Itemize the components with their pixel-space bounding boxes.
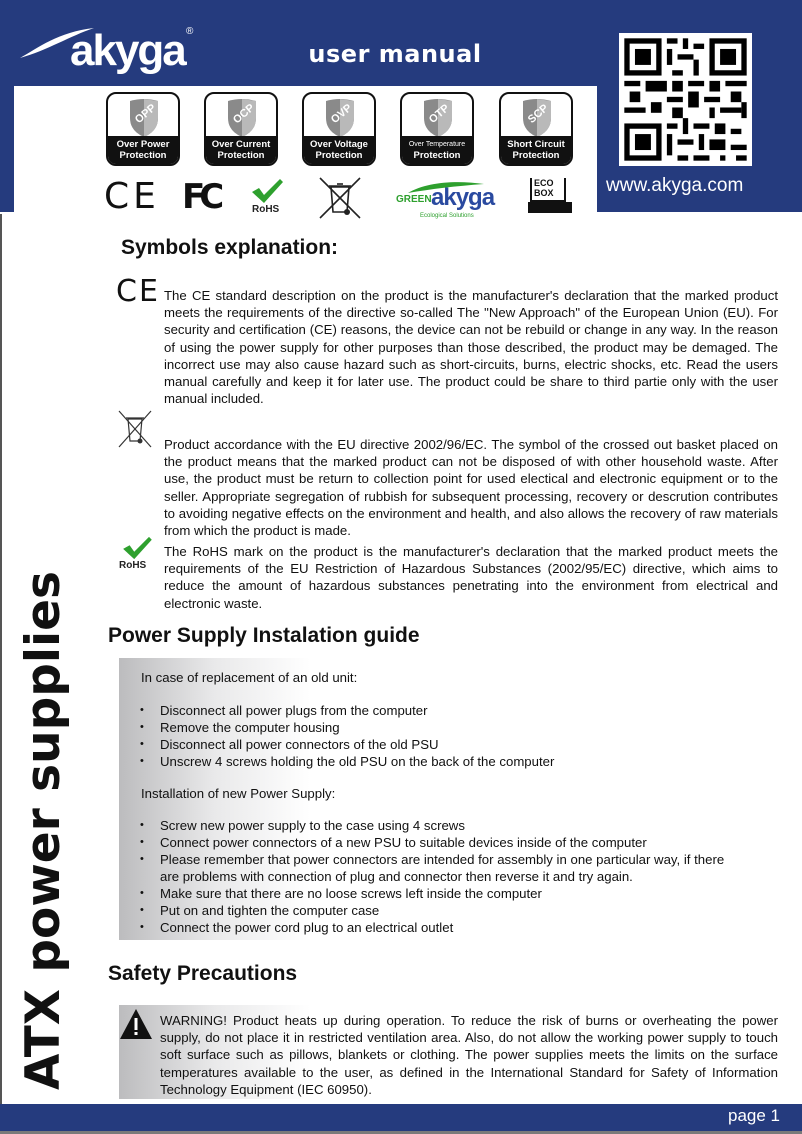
badge-opp — [106, 92, 180, 166]
ecobox-line2: BOX — [534, 188, 554, 198]
badge-label-line1: Over Voltage — [310, 139, 368, 150]
green-tagline: Ecological Solutions — [420, 213, 474, 219]
weee-bin-icon — [318, 176, 362, 220]
badge-label-line1: Over Current — [211, 139, 271, 150]
badge-code: OVP — [328, 101, 355, 127]
page-number: page 1 — [728, 1106, 780, 1125]
list-item: • Remove the computer housing — [137, 719, 787, 736]
weee-bin-icon — [118, 410, 152, 448]
badge-label-line2: Protection — [512, 150, 560, 161]
replacement-intro: In case of replacement of an old unit: — [141, 670, 358, 685]
rohs-label: RoHS — [252, 204, 280, 215]
list-item: • Put on and tighten the computer case — [137, 902, 737, 919]
ce-mark-icon: CE — [104, 176, 160, 217]
page-title: user manual — [308, 40, 482, 68]
badge-code: SCP — [525, 102, 551, 126]
badge-label-line1: Short Circuit — [507, 139, 565, 150]
warning-triangle-icon — [119, 1008, 153, 1040]
badge-label-line2: Protection — [315, 150, 363, 161]
registered-mark: ® — [186, 26, 194, 37]
weee-explanation: Product accordance with the EU directive 2002/96/EC. The symbol of the crossed out basket placed on the product means that the marked product can not be disposed of with other household waste. After use, the product must be return to collection point for used electical and electronic equipment or to the seller. Appropriate segregation of rubbish for subsequent processing, recovery or descrution contributes to avoiding negative effects on the environment and health, and also allows the recovery of raw materials from which the product is made. — [164, 437, 778, 539]
website-link[interactable]: www.akyga.com — [606, 175, 744, 196]
list-item: • Disconnect all power connectors of the old PSU — [137, 736, 787, 753]
qr-code[interactable] — [619, 33, 752, 166]
badge-label-line1: Over Power — [116, 139, 170, 150]
ce-explanation: The CE standard description on the product is the manufacturer's declaration that the marked product meets the requirements of the directive so-called The "New Approach" of the European Union (EU). For security and certification (CE) reasons, the device can not be rebuild or change in any way. In the reason of using the power supply for other purposes than those described, the product may be demaged. The incorrect use may also cause hazard such as short-circuits, burns, electric shocks, etc. Read the users manual carefully and keep it for later use. The product could be share to third partie only with the user manual included. — [164, 288, 778, 407]
badge-code: OCP — [230, 101, 257, 127]
list-item: • Unscrew 4 screws holding the old PSU on the back of the computer — [137, 753, 787, 770]
ecobox-line1: ECO — [534, 178, 554, 188]
badge-label-line1: Over Temperature — [408, 141, 466, 148]
qr-code-icon — [619, 33, 752, 166]
badge-code: OTP — [426, 102, 452, 126]
rohs-explanation: The RoHS mark on the product is the manufacturer's declaration that the marked product meets the requirements of the EU Restriction of Hazardous Substances (2002/95/EC) directive, which aims to reduce the amount of hazardous substances penetrating into the environment from electrical and electronic waste. — [164, 544, 778, 611]
ce-mark-icon: CE — [116, 274, 160, 309]
green-prefix: GREEN — [396, 194, 432, 205]
badge-label-line2: Protection — [217, 150, 265, 161]
list-item: • Screw new power supply to the case using 4 screws — [137, 817, 737, 834]
green-akyga-logo — [396, 180, 496, 220]
install-intro: Installation of new Power Supply: — [141, 786, 336, 801]
safety-heading: Safety Precautions — [108, 962, 298, 985]
badge-ocp — [204, 92, 278, 166]
left-margin-line — [0, 214, 2, 1104]
ecobox-icon — [522, 178, 572, 216]
list-item: • Please remember that power connectors are intended for assembly in one particular way, if there are problems with connection of plug and connector then reverse it and try again. — [137, 851, 737, 885]
rohs-check-icon — [250, 178, 290, 220]
header-left-strip — [0, 86, 14, 212]
brand-name: akyga — [70, 26, 185, 75]
rohs-check-icon — [118, 536, 158, 576]
warning-text: WARNING! Product heats up during operation. To reduce the risk of burns or overheating the power supply, do not place it in restricted ventilation area. Also, do not allow the working power supply to touch soft surface such as pillows, blankets or clothing. The power supplies meets the limits on the surface temperatures available to the user, as defined in the International Standard for Safety of Information Technology Equipment (IEC 60950). — [160, 1013, 778, 1097]
list-item: • Connect power connectors of a new PSU to suitable devices inside of the computer — [137, 834, 737, 851]
badge-scp — [499, 92, 573, 166]
list-item: • Connect the power cord plug to an electrical outlet — [137, 919, 737, 936]
guide-heading: Power Supply Instalation guide — [108, 624, 420, 647]
install-steps — [137, 817, 737, 936]
replacement-steps — [137, 702, 787, 770]
side-title: ATX power supplies — [16, 571, 71, 1090]
badge-label-line2: Protection — [119, 150, 167, 161]
list-item: • Make sure that there are no loose screws left inside the computer — [137, 885, 737, 902]
badge-otp — [400, 92, 474, 166]
badge-label-line2: Protection — [413, 150, 461, 161]
akyga-logo — [18, 18, 218, 80]
footer-bar — [0, 1104, 802, 1131]
fcc-mark-icon: FC — [182, 177, 219, 217]
badge-code: OPP — [132, 101, 159, 127]
badge-ovp — [302, 92, 376, 166]
symbols-heading: Symbols explanation: — [121, 236, 339, 259]
list-item: • Disconnect all power plugs from the computer — [137, 702, 787, 719]
green-brand: akyga — [431, 184, 495, 211]
rohs-label: RoHS — [119, 560, 147, 571]
